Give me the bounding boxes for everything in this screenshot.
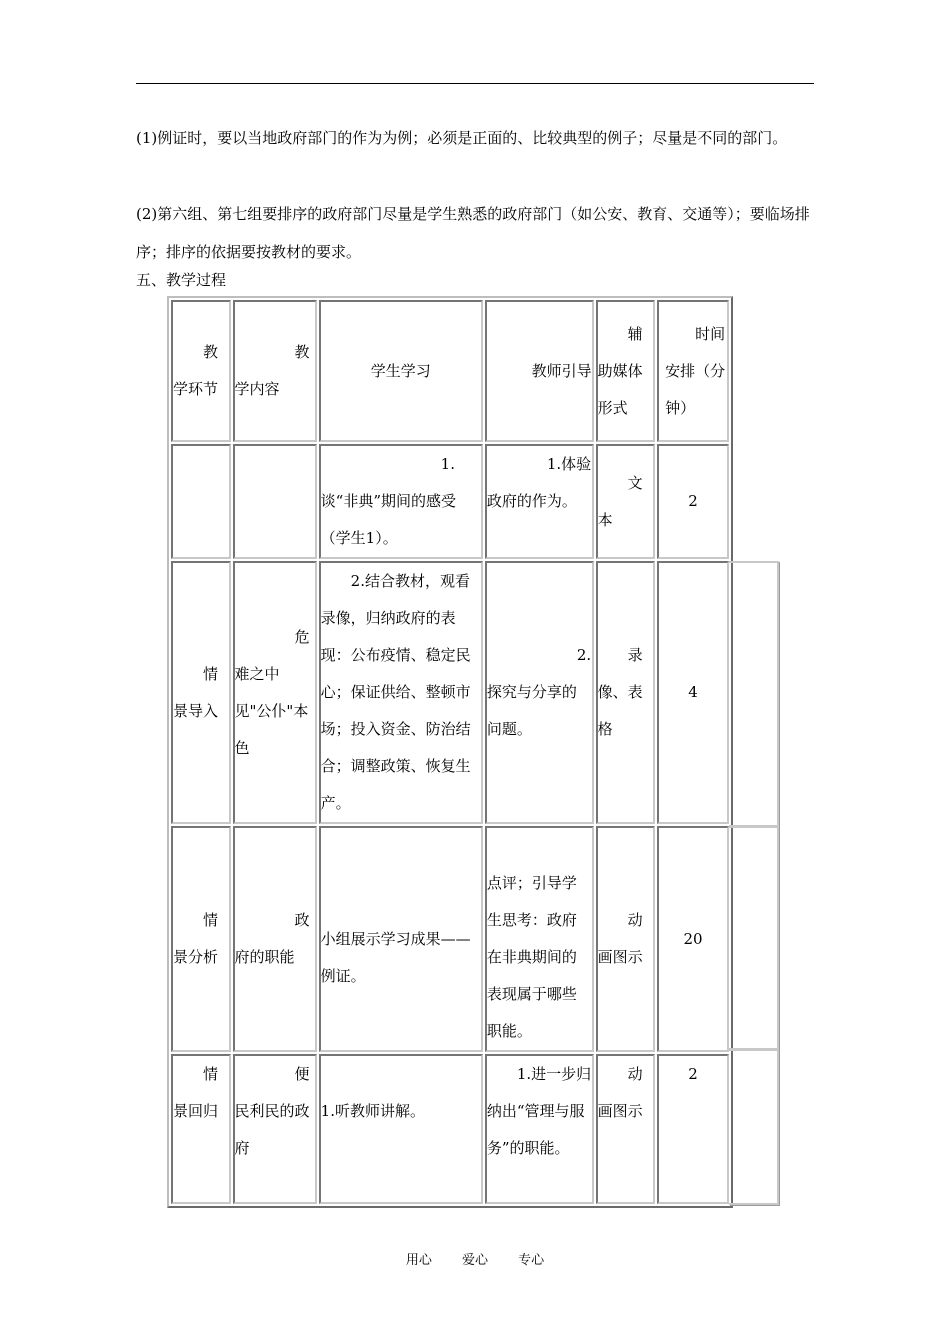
- table-row: [171, 826, 729, 1052]
- row3-media: 动画图示: [596, 826, 656, 1052]
- row4-teacher: 1.进一步归纳出“管理与服务”的职能。: [485, 1054, 594, 1204]
- row2-stage: 情景导入: [171, 561, 231, 824]
- header-media: 辅助媒体形式: [596, 300, 656, 442]
- header-stage: 教学环节: [171, 300, 231, 442]
- table-header-row: [171, 300, 729, 442]
- row2-teacher: 2.探究与分享的问题。: [485, 561, 594, 824]
- footer-word-3: 专心: [518, 1253, 545, 1268]
- row3-time: 20: [657, 826, 729, 1052]
- row4-content: 便民利民的政府: [233, 1054, 317, 1204]
- footer-word-2: 爱心: [461, 1253, 488, 1268]
- row3-teacher: 点评；引导学生思考：政府在非典期间的表现属于哪些职能。: [485, 826, 594, 1052]
- row1-student: 1.谈“非典”期间的感受（学生1）。: [319, 444, 483, 559]
- row1-content: [233, 444, 317, 559]
- row3-stage: 情景分析: [171, 826, 231, 1052]
- row1-stage: [171, 444, 231, 559]
- row1-media: 文本: [596, 444, 656, 559]
- header-student: 学生学习: [319, 300, 483, 442]
- lesson-process-table: [167, 296, 733, 1208]
- page-footer: [0, 1249, 950, 1268]
- footer-word-1: 用心: [405, 1253, 432, 1268]
- row4-student: 1.听教师讲解。: [319, 1054, 483, 1204]
- row2-time: 4: [657, 561, 729, 824]
- note-paragraph-1: (1)例证时，要以当地政府部门的作为为例；必须是正面的、比较典型的例子；尽量是不同的部门。: [136, 129, 788, 147]
- row2-content: 危难之中见"公仆"本色: [233, 561, 317, 824]
- row1-time: 2: [657, 444, 729, 559]
- row4-stage: 情景回归: [171, 1054, 231, 1204]
- section-heading: 五、教学过程: [136, 271, 227, 289]
- row4-time: 2: [657, 1054, 729, 1204]
- row2-student: 2.结合教材，观看录像，归纳政府的表现：公布疫情、稳定民心；保证供给、整顿市场；投入资金、防治结合；调整政策、恢复生产。: [319, 561, 483, 824]
- table-row: [171, 444, 729, 559]
- row1-teacher: 1.体验政府的作为。: [485, 444, 594, 559]
- row3-student: 小组展示学习成果——例证。: [319, 826, 483, 1052]
- extra-column-cell: [729, 1049, 779, 1205]
- header-teacher: 教师引导: [485, 300, 594, 442]
- header-time: 时间安排（分钟）: [657, 300, 729, 442]
- row4-media: 动画图示: [596, 1054, 656, 1204]
- row2-media: 录像、表格: [596, 561, 656, 824]
- table-row: [171, 561, 729, 824]
- extra-column-cell: [729, 561, 779, 827]
- note-paragraph-2: (2)第六组、第七组要排序的政府部门尽量是学生熟悉的政府部门（如公安、教育、交通等）；要临场排序；排序的依据要按教材的要求。: [136, 205, 810, 261]
- header-content: 教学内容: [233, 300, 317, 442]
- row3-content: 政府的职能: [233, 826, 317, 1052]
- extra-column-cell: [729, 826, 779, 1050]
- header-rule: [136, 83, 814, 84]
- table-row: [171, 1054, 729, 1204]
